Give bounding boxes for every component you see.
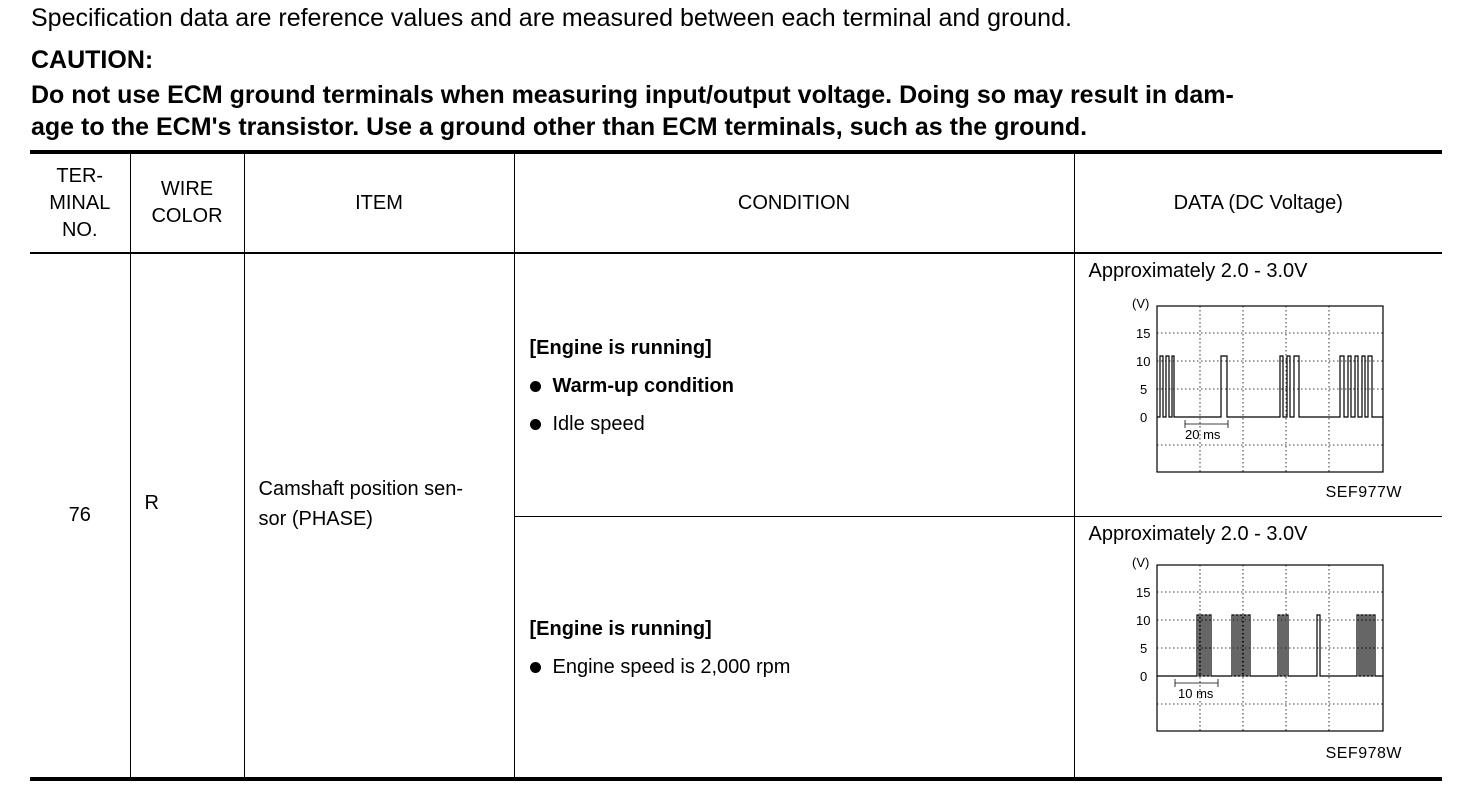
oscilloscope-waveform-2 (1130, 555, 1410, 739)
item-name: Camshaft position sen- sor (PHASE) (244, 253, 514, 779)
y-tick-15: 15 (1135, 326, 1150, 341)
oscilloscope-waveform-1 (1130, 296, 1410, 480)
caution-text (31, 79, 1451, 143)
figure-code: SEF978W (1325, 745, 1402, 762)
y-axis-unit: (V) (1131, 296, 1149, 311)
y-tick-10: 10 (1135, 613, 1150, 628)
header-row (30, 152, 1442, 253)
condition-bullet: Engine speed is 2,000 rpm (530, 648, 791, 686)
spec-table (30, 150, 1442, 781)
data-cell-2 (1074, 517, 1442, 780)
y-tick-0: 0 (1139, 410, 1147, 425)
y-tick-5: 5 (1139, 641, 1147, 656)
data-approx-value: Approximately 2.0 - 3.0V (1088, 260, 1308, 282)
table-row (30, 253, 1442, 517)
condition-bullet: Warm-up condition (530, 367, 734, 405)
timebase-label: 20 ms (1184, 427, 1220, 442)
caution-line-1: Do not use ECM ground terminals when measuring input/output voltage. Doing so may result in dam- (31, 81, 1234, 109)
data-approx-value: Approximately 2.0 - 3.0V (1088, 523, 1308, 545)
header-wire-color: WIRE COLOR (130, 152, 244, 253)
waveform-trace (1157, 356, 1383, 417)
y-tick-15: 15 (1135, 585, 1150, 600)
condition-heading: [Engine is running] (529, 618, 712, 640)
bullet-icon (530, 381, 541, 392)
intro-text: Specification data are reference values and are measured between each terminal and ground. (31, 4, 1072, 32)
header-data: DATA (DC Voltage) (1074, 152, 1442, 253)
caution-line-2: age to the ECM's transistor. Use a ground other than ECM terminals, such as the ground. (31, 113, 1088, 141)
condition-bullet: Idle speed (530, 405, 734, 443)
terminal-number: 76 (30, 253, 130, 779)
header-terminal-no: TER- MINAL NO. (30, 152, 130, 253)
y-axis-unit: (V) (1131, 555, 1149, 570)
wire-color: R (130, 253, 244, 779)
y-tick-10: 10 (1135, 354, 1150, 369)
waveform-trace (1157, 615, 1383, 676)
y-tick-5: 5 (1139, 382, 1147, 397)
caution-title: CAUTION: (31, 46, 154, 74)
condition-cell-2 (514, 517, 1074, 780)
bullet-icon (530, 662, 541, 673)
condition-cell-1 (514, 253, 1074, 517)
figure-code: SEF977W (1325, 484, 1402, 501)
data-cell-1 (1074, 253, 1442, 517)
timebase-label: 10 ms (1177, 686, 1213, 701)
bullet-icon (530, 419, 541, 430)
header-condition: CONDITION (514, 152, 1074, 253)
y-tick-0: 0 (1139, 669, 1147, 684)
condition-heading: [Engine is running] (529, 337, 712, 359)
header-item: ITEM (244, 152, 514, 253)
